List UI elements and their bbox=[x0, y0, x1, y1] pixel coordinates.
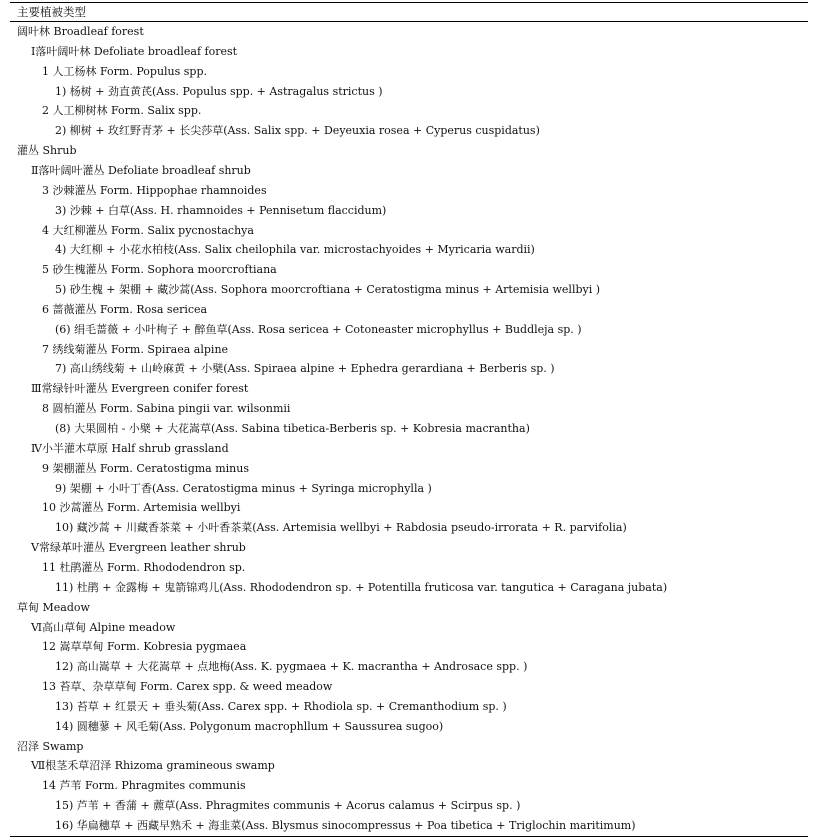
formation-row bbox=[0, 776, 246, 795]
association-row bbox=[0, 240, 535, 259]
row-text: 4 大红柳灌丛 Form. Salix pycnostachya bbox=[42, 223, 254, 237]
formation-row bbox=[0, 399, 290, 418]
association-row bbox=[0, 320, 582, 339]
row-text: Ⅶ根茎禾草沼泽 Rhizoma gramineous swamp bbox=[31, 759, 275, 773]
row-text: Ⅴ常绿革叶灌丛 Evergreen leather shrub bbox=[31, 541, 246, 555]
row-text: 5) 砂生槐 + 架棚 + 藏沙蒿(Ass. Sophora moorcroftiana + Ceratostigma minus + Artemisia wellbyi ) bbox=[55, 283, 601, 297]
category-row bbox=[0, 141, 77, 160]
formation-row bbox=[0, 181, 267, 200]
association-row bbox=[0, 201, 386, 220]
row-text: 7) 高山绣线菊 + 山岭麻黄 + 小檗(Ass. Spiraea alpine + Ephedra gerardiana + Berberis sp. ) bbox=[55, 362, 555, 376]
association-row bbox=[0, 697, 507, 716]
row-text: 3 沙棘灌丛 Form. Hippophae rhamnoides bbox=[42, 183, 267, 197]
row-text: (8) 大果圆柏 - 小檗 + 大花嵩草(Ass. Sabina tibetica-Berberis sp. + Kobresia macrantha) bbox=[55, 422, 530, 435]
association-row bbox=[0, 82, 383, 101]
row-text: 8 圆柏灌丛 Form. Sabina pingii var. wilsonmii bbox=[42, 402, 291, 416]
row-text: 16) 华扁穗草 + 西藏早熟禾 + 海韭菜(Ass. Blysmus sinocompressus + Poa tibetica + Triglochin maritimum) bbox=[55, 819, 636, 832]
type-row bbox=[0, 161, 251, 180]
type-row bbox=[0, 379, 248, 398]
row-text: 3) 沙棘 + 白草(Ass. H. rhamnoides + Pennisetum flaccidum) bbox=[55, 203, 387, 217]
association-row bbox=[0, 518, 627, 537]
row-text: 1) 杨树 + 劲直黄芪(Ass. Populus spp. + Astragalus strictus ) bbox=[55, 84, 383, 98]
formation-row bbox=[0, 459, 249, 478]
row-text: Ⅵ高山草甸 Alpine meadow bbox=[31, 620, 176, 634]
row-text: 1 人工杨林 Form. Populus spp. bbox=[42, 64, 207, 78]
formation-row bbox=[0, 62, 207, 81]
row-text: 沼泽 Swamp bbox=[17, 739, 84, 753]
formation-row bbox=[0, 677, 332, 696]
category-row bbox=[0, 22, 144, 41]
type-row bbox=[0, 42, 237, 61]
row-text: 12) 高山嵩草 + 大花嵩草 + 点地梅(Ass. K. pygmaea + K. macrantha + Androsace spp. ) bbox=[55, 660, 528, 674]
formation-row bbox=[0, 300, 207, 319]
row-text: 6 蔷薇灌丛 Form. Rosa sericea bbox=[42, 302, 208, 316]
row-text: Ⅰ落叶阔叶林 Defoliate broadleaf forest bbox=[31, 44, 238, 58]
row-text: 草甸 Meadow bbox=[17, 600, 90, 614]
formation-row bbox=[0, 498, 240, 517]
formation-row bbox=[0, 260, 277, 279]
association-row bbox=[0, 578, 667, 597]
row-text: (6) 绢毛蔷薇 + 小叶栒子 + 醉鱼草(Ass. Rosa sericea + Cotoneaster microphyllus + Buddleja sp. ) bbox=[55, 322, 582, 336]
row-text: 4) 大红柳 + 小花水柏枝(Ass. Salix cheilophila var. microstachyoides + Myricaria wardii) bbox=[55, 243, 535, 257]
row-text: Ⅲ常绿针叶灌丛 Evergreen conifer forest bbox=[31, 382, 249, 396]
row-text: Ⅱ落叶阔叶灌丛 Defoliate broadleaf shrub bbox=[31, 163, 251, 177]
row-text: 11) 杜鹃 + 金露梅 + 鬼箭锦鸡儿(Ass. Rhododendron sp. + Potentilla fruticosa var. tangutica + Caragana jubata) bbox=[55, 580, 668, 594]
formation-row bbox=[0, 558, 245, 577]
table-header: 主要植被类型 bbox=[17, 5, 86, 19]
table-top-rule bbox=[10, 2, 808, 3]
association-row bbox=[0, 359, 555, 378]
row-text: 10) 藏沙蒿 + 川藏香茶菜 + 小叶香茶菜(Ass. Artemisia wellbyi + Rabdosia pseudo-irrorata + R. parvifolia) bbox=[55, 521, 627, 535]
row-text: 阔叶林 Broadleaf forest bbox=[17, 25, 144, 38]
row-text: 2 人工柳树林 Form. Salix spp. bbox=[42, 104, 202, 118]
row-text: 13 苔草、杂草草甸 Form. Carex spp. & weed meadow bbox=[42, 680, 333, 694]
formation-row bbox=[0, 221, 254, 240]
association-row bbox=[0, 796, 520, 815]
type-row bbox=[0, 439, 229, 458]
table-bottom-rule bbox=[10, 836, 808, 837]
category-row bbox=[0, 598, 90, 617]
association-row bbox=[0, 121, 540, 140]
row-text: 5 砂生槐灌丛 Form. Sophora moorcroftiana bbox=[42, 263, 277, 277]
association-row bbox=[0, 419, 530, 438]
row-text: Ⅳ小半灌木草原 Half shrub grassland bbox=[31, 441, 229, 455]
association-row bbox=[0, 657, 527, 676]
formation-row bbox=[0, 637, 246, 656]
row-text: 11 杜鹃灌丛 Form. Rhododendron sp. bbox=[42, 560, 246, 574]
formation-row bbox=[0, 340, 228, 359]
association-row bbox=[0, 479, 432, 498]
row-text: 12 嵩草草甸 Form. Kobresia pygmaea bbox=[42, 640, 247, 654]
row-text: 14) 圆穗蓼 + 风毛菊(Ass. Polygonum macrophllum + Saussurea sugoo) bbox=[55, 719, 444, 733]
row-text: 灌丛 Shrub bbox=[17, 144, 77, 158]
row-text: 9 架棚灌丛 Form. Ceratostigma minus bbox=[42, 461, 249, 475]
association-row bbox=[0, 816, 636, 835]
row-text: 2) 柳树 + 玫红野青茅 + 长尖莎草(Ass. Salix spp. + Deyeuxia rosea + Cyperus cuspidatus) bbox=[55, 124, 540, 138]
formation-row bbox=[0, 101, 201, 120]
type-row bbox=[0, 618, 175, 637]
row-text: 7 绣线菊灌丛 Form. Spiraea alpine bbox=[42, 342, 229, 356]
type-row bbox=[0, 538, 246, 557]
association-row bbox=[0, 280, 600, 299]
row-text: 10 沙蒿灌丛 Form. Artemisia wellbyi bbox=[42, 501, 241, 515]
type-row bbox=[0, 756, 275, 775]
row-text: 15) 芦苇 + 香蒲 + 藨草(Ass. Phragmites communis + Acorus calamus + Scirpus sp. ) bbox=[55, 799, 521, 813]
row-text: 13) 苔草 + 红景天 + 垂头菊(Ass. Carex spp. + Rhodiola sp. + Cremanthodium sp. ) bbox=[55, 699, 507, 713]
row-text: 9) 架棚 + 小叶丁香(Ass. Ceratostigma minus + Syringa microphylla ) bbox=[55, 481, 432, 495]
association-row bbox=[0, 717, 443, 736]
category-row bbox=[0, 737, 83, 756]
row-text: 14 芦苇 Form. Phragmites communis bbox=[42, 779, 246, 793]
